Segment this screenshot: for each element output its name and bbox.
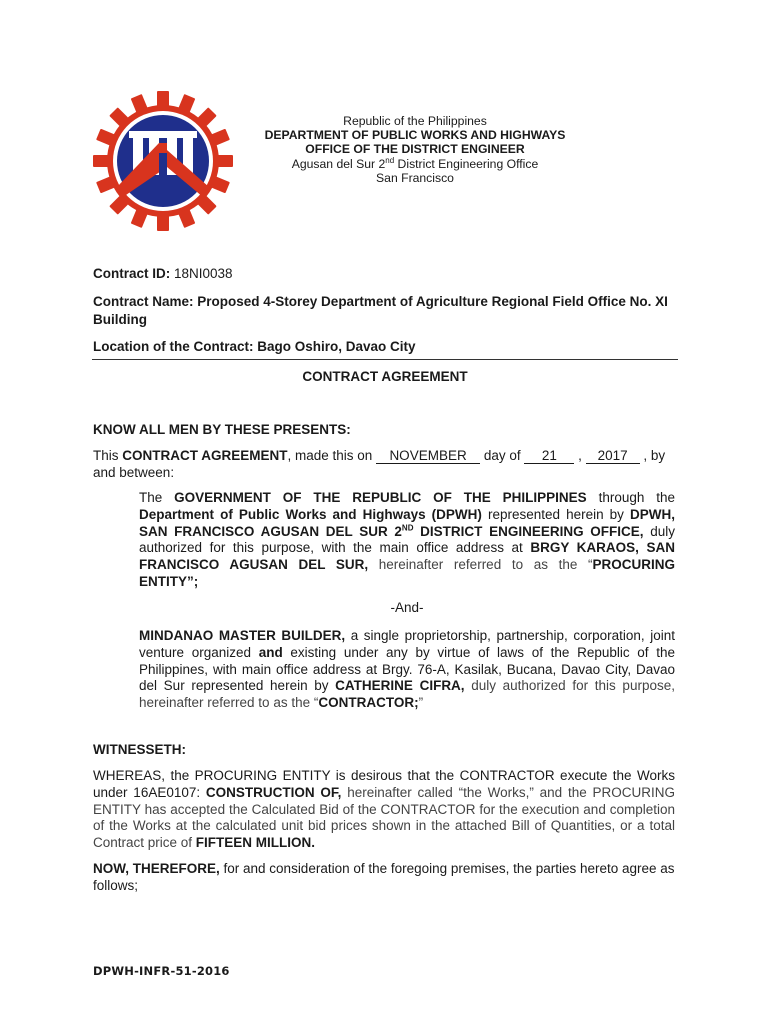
city-line: San Francisco [376, 170, 454, 185]
contractor-paragraph: MINDANAO MASTER BUILDER, a single proprietorship, partnership, corporation, joint venture organized and existing under any by virtue of laws of the Republic of the Philippines, with main office address at Brgy. 76-A, Kasilak, Bucana, Davao City, Davao del Sur represented herein by CATHERINE CIFRA, duly authorized for this purpose, hereinafter referred to as the “CONTRACTOR;” [139, 628, 675, 711]
office-line: OFFICE OF THE DISTRICT ENGINEER [305, 142, 525, 157]
day-blank: 21 [524, 449, 574, 464]
government-paragraph: The GOVERNMENT OF THE REPUBLIC OF THE PHILIPPINES through the Department of Public Works and Highways (DPWH) represented herein by DPWH, SAN FRANCISCO AGUSAN DEL SUR 2ND DISTRICT ENGINEERING OFFICE, duly authorized for this purpose, with the main office address at BRGY KARAOS, SAN FRANCISCO AGUSAN DEL SUR, hereinafter referred to as the “PROCURING ENTITY”; [139, 490, 675, 589]
contract-id: Contract ID: 18NI0038 [93, 266, 233, 281]
witnesseth-heading: WITNESSETH: [93, 742, 186, 757]
intro-paragraph: This CONTRACT AGREEMENT, made this on NOVEMBER day of 21 , 2017 , by and between: [93, 448, 666, 480]
month-blank: NOVEMBER [376, 449, 480, 464]
form-code-footer: DPWH-INFR-51-2016 [93, 964, 230, 978]
dpwh-seal-logo [92, 90, 234, 232]
year-blank: 2017 [586, 449, 640, 464]
republic-line: Republic of the Philippines [343, 114, 487, 128]
contract-location: Location of the Contract: Bago Oshiro, Davao City [93, 339, 416, 354]
contract-name: Contract Name: Proposed 4-Storey Department of Agriculture Regional Field Office No. XI Building [93, 294, 668, 327]
divider-line [92, 359, 678, 360]
district-line: Agusan del Sur 2nd District Engineering Office [291, 155, 539, 171]
department-line: DEPARTMENT OF PUBLIC WORKS AND HIGHWAYS [264, 128, 566, 143]
now-therefore-paragraph: NOW, THEREFORE, for and consideration of the foregoing premises, the parties hereto agree as follows; [93, 861, 675, 893]
letterhead [250, 114, 580, 185]
document-title: CONTRACT AGREEMENT [302, 369, 468, 384]
know-all-heading: KNOW ALL MEN BY THESE PRESENTS: [93, 422, 351, 437]
whereas-paragraph: WHEREAS, the PROCURING ENTITY is desirous that the CONTRACTOR execute the Works under 16AE0107: CONSTRUCTION OF, hereinafter called “the Works,” and the PROCURING ENTITY has accepted the Calculated Bid of the CONTRACTOR for the execution and completion of the Works at the calculated unit bid prices shown in the attached Bill of Quantities, or a total Contract price of FIFTEEN MILLION. [93, 768, 676, 851]
and-separator: -And- [390, 600, 424, 615]
